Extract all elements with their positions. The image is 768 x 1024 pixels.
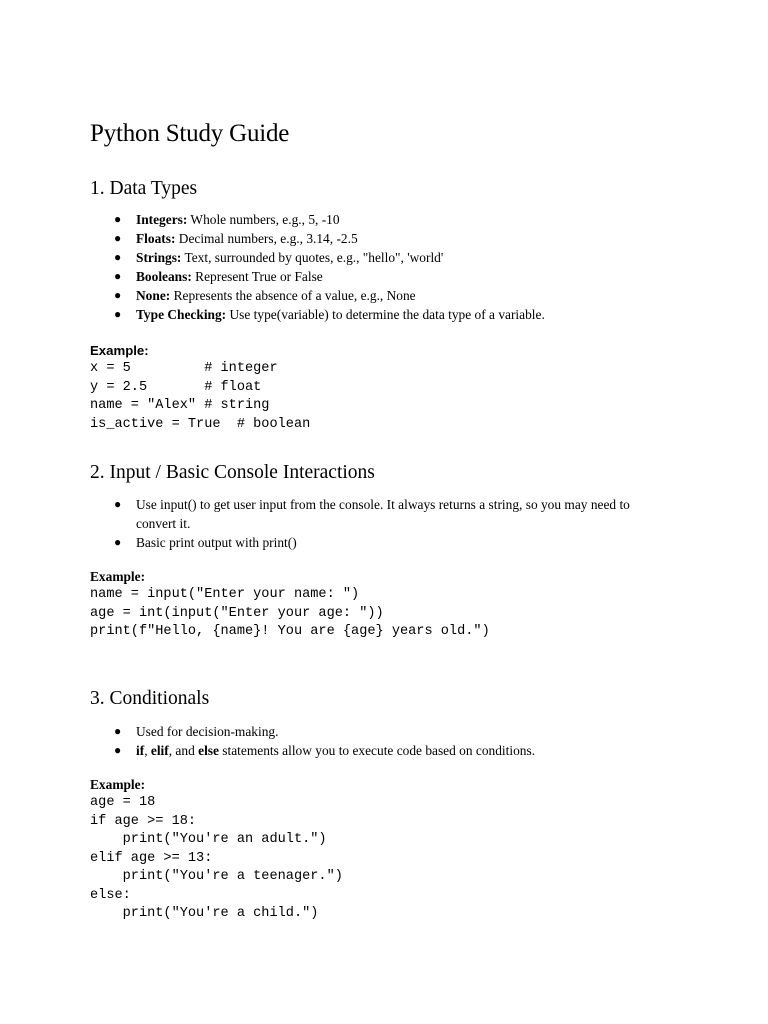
list-item: ● Basic print output with print() xyxy=(114,535,297,550)
bullet-list xyxy=(90,210,690,324)
list-item: ● Type Checking: Use type(variable) to determine the data type of a variable. xyxy=(114,307,545,322)
bullet-icon: ● xyxy=(114,535,122,549)
example-label: Example: xyxy=(90,777,146,792)
bullet-icon: ● xyxy=(114,231,122,245)
bullet-icon: ● xyxy=(114,743,122,757)
section-data-types xyxy=(90,176,690,434)
example-label: Example: xyxy=(90,343,149,358)
list-item: ● if, elif, and else statements allow you to execute code based on conditions. xyxy=(114,743,536,758)
example-block xyxy=(90,342,690,434)
bullet-icon: ● xyxy=(114,212,122,226)
code-block: x = 5 # integer y = 2.5 # float name = "Alex" # string is_active = True # boolean xyxy=(90,361,311,432)
list-item: ● Use input() to get user input from the console. It always returns a string, so you may need to convert it. xyxy=(114,497,630,531)
bullet-icon: ● xyxy=(114,250,122,264)
bullet-list xyxy=(90,495,690,552)
list-item: ● Floats: Decimal numbers, e.g., 3.14, -2.5 xyxy=(114,231,358,246)
list-item: ● None: Represents the absence of a value, e.g., None xyxy=(114,288,416,303)
list-item: ● Used for decision-making. xyxy=(114,724,279,739)
example-block xyxy=(90,776,690,924)
list-item: ● Booleans: Represent True or False xyxy=(114,269,323,284)
list-item: ● Integers: Whole numbers, e.g., 5, -10 xyxy=(114,212,340,227)
code-block: age = 18 if age >= 18: print("You're an adult.") elif age >= 13: print("You're a teenager.") else: print("You're a child.") xyxy=(90,795,343,921)
section-input-console xyxy=(90,460,690,642)
section-heading: 3. Conditionals xyxy=(90,688,210,709)
bullet-icon: ● xyxy=(114,497,122,511)
section-heading: 1. Data Types xyxy=(90,178,198,199)
bullet-icon: ● xyxy=(114,288,122,302)
page-title: Python Study Guide xyxy=(90,120,290,147)
example-block xyxy=(90,568,690,642)
bullet-icon: ● xyxy=(114,307,122,321)
section-heading: 2. Input / Basic Console Interactions xyxy=(90,462,375,483)
bullet-icon: ● xyxy=(114,724,122,738)
bullet-list xyxy=(90,722,690,760)
code-block: name = input("Enter your name: ") age = int(input("Enter your age: ")) print(f"Hello, {name}! You are {age} years old.") xyxy=(90,587,490,639)
list-item: ● Strings: Text, surrounded by quotes, e.g., "hello", 'world' xyxy=(114,250,444,265)
example-label: Example: xyxy=(90,569,146,584)
bullet-icon: ● xyxy=(114,269,122,283)
section-conditionals xyxy=(90,686,690,924)
